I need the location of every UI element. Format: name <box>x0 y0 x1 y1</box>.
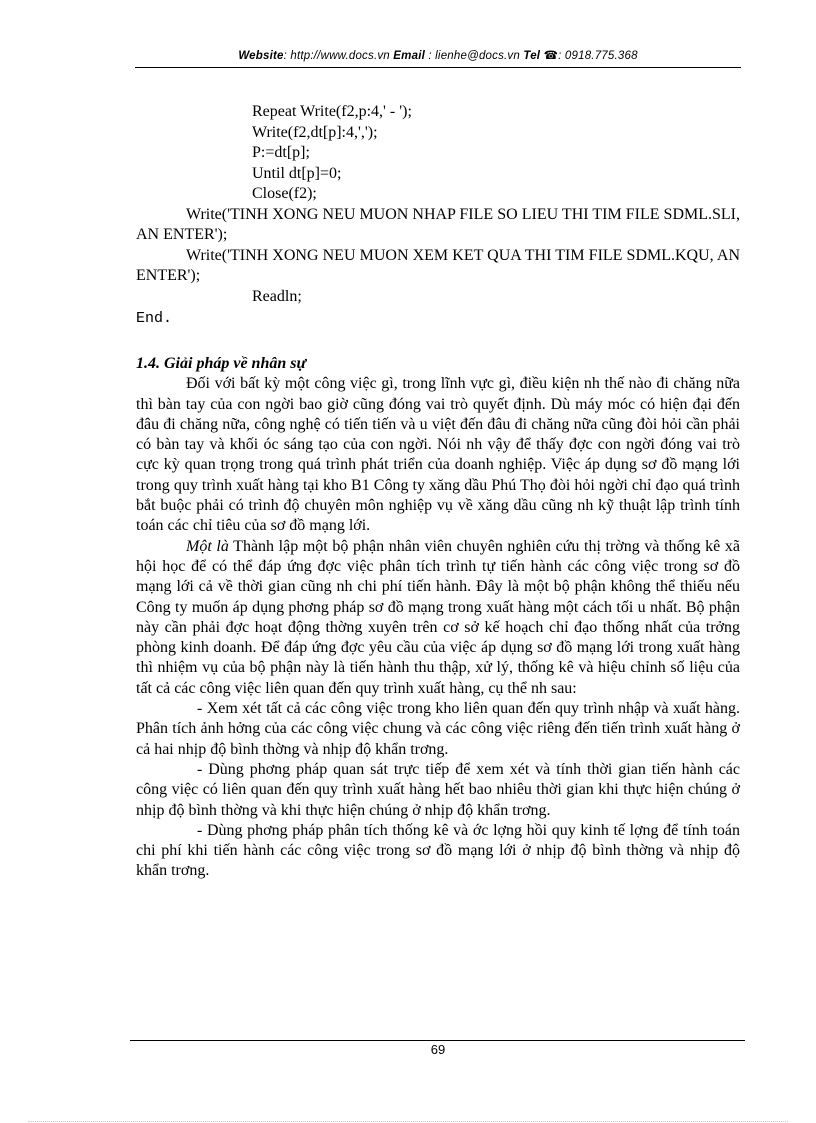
paragraph-2 <box>136 537 740 699</box>
section-personnel <box>136 354 740 882</box>
dash-item-2: - Dùng phơng pháp quan sát trực tiếp để xem xét và tính thời gian tiến hành các công việc có liên quan đến quy trình xuất hàng hết bao nhiêu thời gian khi thực hiện chúng ở nhịp độ bình thờng và khi thực hiện chúng ở nhịp độ khẩn trơng. <box>136 760 740 819</box>
code-line: Write(f2,dt[p]:4,','); <box>252 123 378 141</box>
code-write-1: Write('TINH XONG NEU MUON NHAP FILE SO LIEU THI TIM FILE SDML.SLI, AN ENTER'); <box>136 205 740 243</box>
website-value: : http://www.docs.vn <box>283 50 390 62</box>
paragraph-1: Đối với bất kỳ một công việc gì, trong lĩnh vực gì, điều kiện nh thế nào đi chăng nữa thì bàn tay của con ngời bao giờ cũng đóng vai trò quyết định. Dù máy móc có hiện đại đến đâu đi chăng nữa, công nghệ có tiến tiến và u việt đến đâu đi chăng nữa cũng đòi hỏi cần phải có bàn tay và khối óc sáng tạo của con ngời. Nói nh vậy để thấy đợc con ngời đóng vai trò cực kỳ quan trọng trong quá trình phát triển của doanh nghiệp. Việc áp dụng sơ đồ mạng lới trong quy trình xuất hàng tại kho B1 Công ty xăng dầu Phú Thọ đòi hỏi ngời chỉ đạo quá trình bắt buộc phải có trình độ chuyên môn nghiệp vụ về xăng dầu cũng nh kỹ thuật lập trình tính toán các chỉ tiêu của sơ đồ mạng lới. <box>136 375 740 535</box>
dash-item-3: - Dùng phơng pháp phân tích thống kê và ớc lợng hồi quy kinh tế lợng để tính toán chi phí khi tiến hành các công việc trong sơ đồ mạng lới ở nhịp độ bình thờng và nhịp độ khẩn trơng. <box>136 821 740 880</box>
header-rule <box>135 67 741 68</box>
code-line: P:=dt[p]; <box>252 144 310 161</box>
dash-item-1: - Xem xét tất cả các công việc trong kho liên quan đến quy trình nhập và xuất hàng. Phân tích ảnh hởng của các công việc chung và các công việc riêng đến tiến trình xuất hàng ở cả hai nhịp độ bình thờng và nhịp độ khẩn trơng. <box>136 700 740 758</box>
code-line: Until dt[p]=0; <box>252 164 342 182</box>
website-label: Website <box>238 50 284 62</box>
page-number: 69 <box>430 1042 446 1057</box>
code-readln: Readln; <box>252 287 302 305</box>
code-end: End. <box>136 310 173 327</box>
code-block <box>136 102 740 330</box>
tel-label: Tel <box>523 50 541 62</box>
bottom-dotted-rule <box>28 1121 788 1122</box>
footer-rule <box>130 1040 745 1041</box>
email-label: Email <box>393 50 425 62</box>
page-header <box>135 48 741 62</box>
section-title: 1.4. Giải pháp về nhân sự <box>136 355 307 372</box>
code-line: Repeat Write(f2,p:4,' - '); <box>252 103 412 120</box>
email-value: : lienhe@docs.vn <box>428 50 520 62</box>
tel-value: : 0918.775.368 <box>558 50 638 62</box>
paragraph-2-text: Thành lập một bộ phận nhân viên chuyên nghiên cứu thị trờng và thống kê xã hội học để có thể đáp ứng đợc việc phân tích trình tự tiến hành các công việc trong sơ đồ mạng lới cả về thời gian cũng nh chi phí tiến hành. Đây là một bộ phận không thể thiếu nếu Công ty muốn áp dụng phơng pháp sơ đồ mạng trong xuất hàng một cách tối u nhất. Bộ phận này cần phải đợc hoạt động thờng xuyên trên cơ sở kế hoạch chỉ đạo thống nhất của trởng phòng kinh doanh. Để đáp ứng đợc yêu cầu của việc áp dụng sơ đồ mạng lới trong xuất hàng thì nhiệm vụ của bộ phận này là tiến hành thu thập, xử lý, thống kê và hiệu chỉnh số liệu của tất cả các công việc liên quan đến quy trình xuất hàng, cụ thể nh sau: <box>136 537 741 697</box>
paragraph-2-lead: Một là <box>186 537 229 555</box>
code-line: Close(f2); <box>252 185 317 202</box>
code-write-2: Write('TINH XONG NEU MUON XEM KET QUA THI TIM FILE SDML.KQU, AN ENTER'); <box>136 246 740 284</box>
phone-icon: ☎ <box>543 50 559 62</box>
